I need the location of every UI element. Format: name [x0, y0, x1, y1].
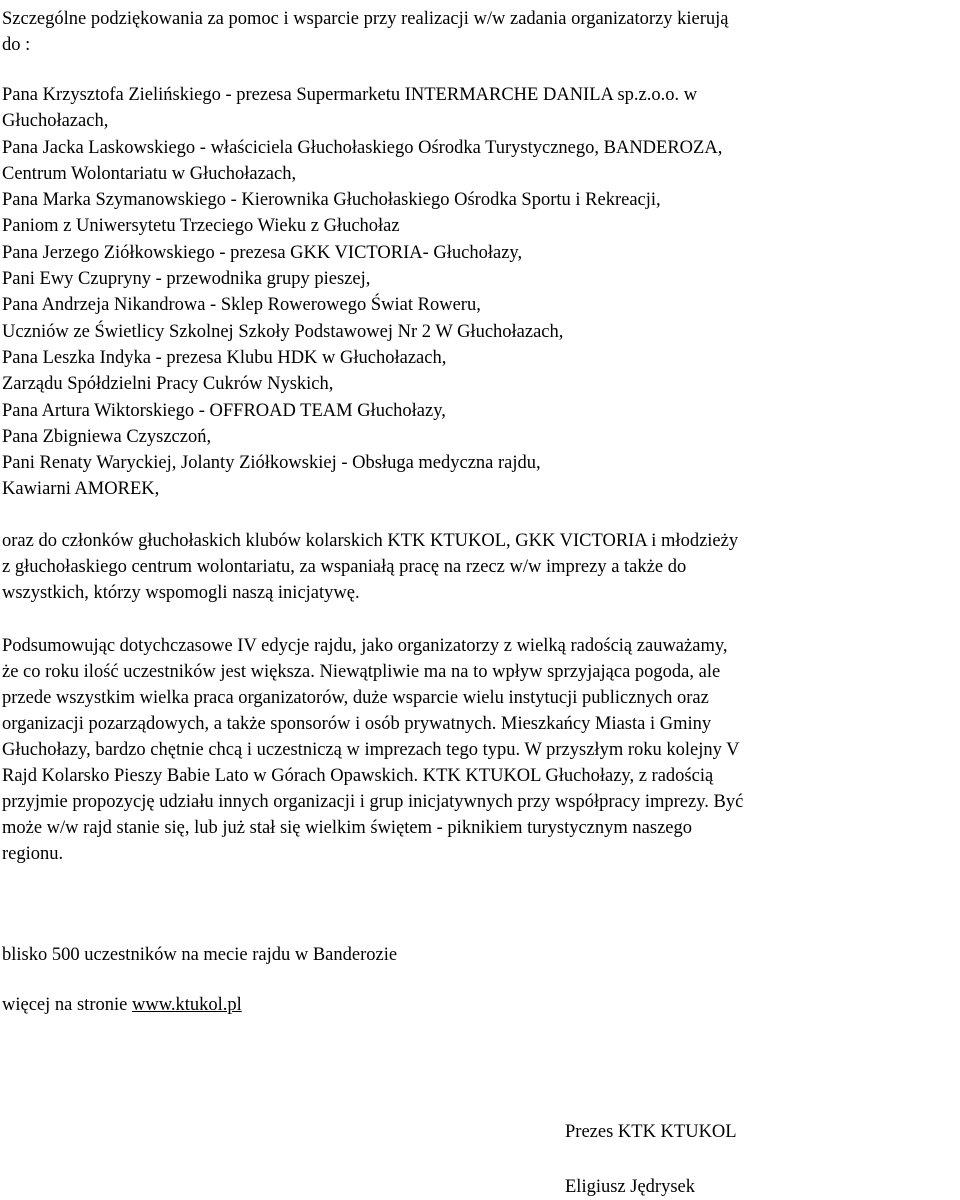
thanks-item: Centrum Wolontariatu w Głuchołazach,: [2, 163, 297, 184]
thanks-item: Pana Zbigniewa Czyszczoń,: [2, 426, 212, 447]
summary-line: Podsumowując dotychczasowe IV edycje rajdu, jako organizatorzy z wielką radością zauważamy,: [2, 635, 728, 656]
thanks-item: Pana Marka Szymanowskiego - Kierownika Głuchołaskiego Ośrodka Sportu i Rekreacji,: [2, 190, 661, 211]
website-link[interactable]: www.ktukol.pl: [131, 994, 242, 1015]
intro-paragraph: [2, 0, 958, 58]
summary-line: Głuchołazy, bardzo chętnie chcą i uczestniczą w imprezach tego typu. W przyszłym roku kolejny V: [2, 739, 740, 760]
more-info-prefix: więcej na stronie: [2, 994, 132, 1015]
thanks-item: Pana Jacka Laskowskiego - właściciela Głuchołaskiego Ośrodka Turystycznego, BANDEROZA,: [2, 137, 723, 158]
thanks-item: Pana Krzysztofa Zielińskiego - prezesa Supermarketu INTERMARCHE DANILA sp.z.o.o. w: [2, 85, 698, 105]
thanks-item: Zarządu Spółdzielni Pracy Cukrów Nyskich,: [2, 374, 334, 395]
intro-line: do :: [2, 35, 31, 55]
thanks-list: [2, 82, 958, 503]
summary-line: przyjmie propozycję udziału innych organizacji i grup inicjatywnych przy współpracy imprezy. Być: [2, 791, 744, 812]
summary-line: może w/w rajd stanie się, lub już stał się wielkim świętem - piknikiem turystycznym naszego: [2, 817, 692, 838]
thanks-item: Pana Andrzeja Nikandrowa - Sklep Rowerowego Świat Roweru,: [2, 295, 481, 316]
thanks-item: Kawiarni AMOREK,: [2, 479, 160, 500]
document-body: [2, 0, 958, 1018]
thanks-item: Głuchołazach,: [2, 111, 109, 132]
thanks-item: Paniom z Uniwersytetu Trzeciego Wieku z Głuchołaz: [2, 216, 400, 237]
members-line: wszystkich, którzy wspomogli naszą inicjatywę.: [2, 582, 360, 603]
thanks-item: Pana Artura Wiktorskiego - OFFROAD TEAM Głuchołazy,: [2, 400, 446, 421]
summary-paragraph: [2, 633, 958, 867]
thanks-item: Pana Leszka Indyka - prezesa Klubu HDK w Głuchołazach,: [2, 347, 447, 368]
signature-name: Eligiusz Jędrysek: [565, 1177, 695, 1197]
members-paragraph: [2, 528, 958, 606]
more-info-line: [2, 992, 958, 1018]
members-line: z głuchołaskiego centrum wolontariatu, za wspaniałą pracę na rzecz w/w imprezy a także do: [2, 556, 687, 577]
thanks-item: Pana Jerzego Ziółkowskiego - prezesa GKK VICTORIA- Głuchołazy,: [2, 242, 523, 263]
summary-line: Rajd Kolarsko Pieszy Babie Lato w Górach Opawskich. KTK KTUKOL Głuchołazy, z radością: [2, 765, 714, 786]
intro-line: Szczególne podziękowania za pomoc i wsparcie przy realizacji w/w zadania organizatorzy kierują: [2, 9, 729, 29]
summary-line: regionu.: [2, 843, 64, 864]
thanks-item: Pani Renaty Waryckiej, Jolanty Ziółkowskiej - Obsługa medyczna rajdu,: [2, 453, 541, 474]
signature-organization: Prezes KTK KTUKOL: [565, 1122, 737, 1142]
participants-caption: blisko 500 uczestników na mecie rajdu w Banderozie: [2, 944, 398, 965]
thanks-item: Uczniów ze Świetlicy Szkolnej Szkoły Podstawowej Nr 2 W Głuchołazach,: [2, 321, 564, 342]
summary-line: że co roku ilość uczestników jest większa. Niewątpliwie ma na to wpływ sprzyjająca pogoda, ale: [2, 661, 721, 682]
members-line: oraz do członków głuchołaskich klubów kolarskich KTK KTUKOL, GKK VICTORIA i młodzieży: [2, 530, 739, 551]
thanks-item: Pani Ewy Czupryny - przewodnika grupy pieszej,: [2, 269, 371, 290]
summary-line: przede wszystkim wielka praca organizatorów, duże wsparcie wielu instytucji publicznych oraz: [2, 687, 709, 708]
summary-line: organizacji pozarządowych, a także sponsorów i osób prywatnych. Mieszkańcy Miasta i Gminy: [2, 713, 712, 734]
